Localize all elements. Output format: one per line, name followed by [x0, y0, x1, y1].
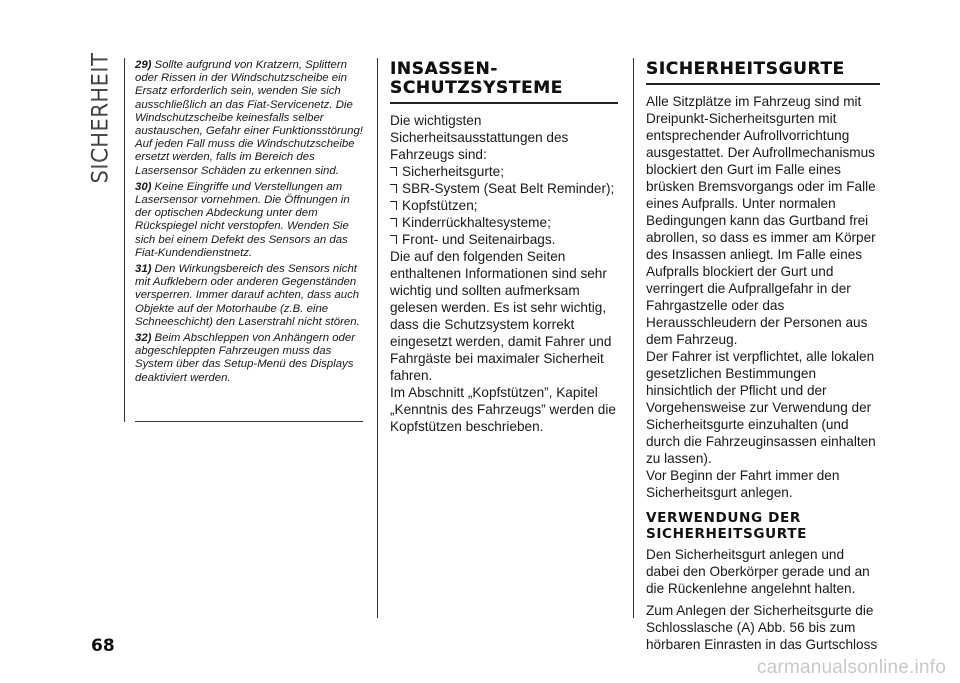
heading-line: SCHUTZSYSTEME [390, 78, 564, 98]
section-heading-protection-systems [390, 60, 618, 104]
protection-systems-column [390, 60, 618, 435]
footnote-32 [135, 332, 363, 385]
footnote-31 [135, 263, 363, 329]
footnote-number: 31) [135, 263, 152, 276]
list-item-text: Front- und Seitenairbags. [402, 232, 556, 247]
section-heading-seat-belts [646, 60, 880, 85]
heading-line: VERWENDUNG DER [646, 510, 801, 526]
list-item [390, 163, 618, 180]
chapter-side-label [84, 48, 116, 188]
footnote-text: Beim Abschleppen von Anhängern oder abgeschleppten Fahrzeugen muss das System über das Setup-Menü des Displays deaktiviert werden. [135, 332, 355, 384]
subsection-heading-using-seat-belts [646, 511, 880, 542]
watermark: carmanualsonline.info [756, 657, 946, 678]
intro-paragraph: Die wichtigsten Sicherheitsausstattungen des Fahrzeugs sind: [390, 113, 569, 162]
footnote-box-bottom-rule [135, 421, 363, 422]
list-item-text: SBR-System (Seat Belt Reminder); [402, 181, 615, 196]
list-item [390, 180, 618, 197]
bullet-corner-icon [390, 218, 397, 227]
body-paragraph: Alle Sitzplätze im Fahrzeug sind mit Dreipunkt-Sicherheitsgurten mit entsprechender Aufrollvorrichtung ausgestattet. Der Aufrollmechanismus blockiert den Gurt im Falle eines brüsken Bremsvorgangs oder im Falle eines Aufpralls. Unter normalen Bedingungen kann das Gurtband frei abrollen, so dass es immer am Körper des Insassen anliegt. Im Falle eines Aufpralls blockiert der Gurt und verringert die Aufprallgefahr in der Fahrgastzelle oder das Herausschleudern der Personen aus dem Fahrzeug. [646, 94, 876, 347]
column-divider-right [633, 58, 634, 618]
column-divider-middle [377, 58, 378, 618]
footnote-number: 30) [135, 180, 152, 193]
footnote-text: Keine Eingriffe und Verstellungen am Lasersensor vornehmen. Die Öffnungen in der optischen Abdeckung unter dem Rückspiegel nicht verstopfen. Wenden Sie sich bei einem Defekt des Sensors an das Fiat-Kundendienstnetz. [135, 180, 350, 259]
body-paragraph: Zum Anlegen der Sicherheitsgurte die Schlosslasche (A) Abb. 56 bis zum hörbaren Einrasten in das Gurtschloss [646, 603, 878, 652]
chapter-title: SICHERHEIT [88, 52, 112, 184]
list-item-text: Sicherheitsgurte; [402, 164, 505, 179]
body-paragraph: Im Abschnitt „Kopfstützen”, Kapitel „Kenntnis des Fahrzeugs” werden die Kopfstützen beschrieben. [390, 385, 616, 434]
list-item-text: Kopfstützen; [402, 198, 478, 213]
list-item [390, 214, 618, 231]
body-paragraph: Den Sicherheitsgurt anlegen und dabei den Oberkörper gerade und an die Rückenlehne angelehnt halten. [646, 547, 870, 596]
list-item [390, 197, 618, 214]
safety-equipment-list [390, 163, 618, 248]
footnote-29 [135, 59, 363, 178]
bullet-corner-icon [390, 235, 397, 244]
heading-line: SICHERHEITSGURTE [646, 525, 807, 542]
bullet-corner-icon [390, 184, 397, 193]
seat-belts-column [646, 60, 880, 653]
bullet-corner-icon [390, 167, 397, 176]
list-item-text: Kinderrückhaltesysteme; [402, 215, 551, 230]
body-paragraph: Vor Beginn der Fahrt immer den Sicherheitsgurt anlegen. [646, 468, 840, 500]
heading-line: SICHERHEITSGURTE [646, 59, 845, 79]
footnote-text: Sollte aufgrund von Kratzern, Splittern oder Rissen in der Windschutzscheibe ein Ersatz erforderlich sein, wenden Sie sich ausschließlich an das Fiat-Servicenetz. Die Windschutzscheibe keinesfalls selber austauschen, Gefahr einer Funktionsstörung! Auf jeden Fall muss die Windschutzscheibe ersetzt werden, falls im Bereich des Lasersensor Schäden zu erkennen sind. [135, 59, 363, 177]
footnotes-column [135, 59, 363, 388]
footnote-number: 29) [135, 59, 152, 71]
footnote-number: 32) [135, 332, 152, 345]
bullet-corner-icon [390, 201, 397, 210]
footnote-30 [135, 181, 363, 260]
footnote-text: Den Wirkungsbereich des Sensors nicht mit Aufklebern oder anderen Gegenständen versperren. Immer darauf achten, dass auch Objekte auf der Motorhaube (z.B. eine Schneeschicht) den Laserstrahl nicht stören. [135, 263, 360, 328]
heading-line: INSASSEN- [390, 59, 498, 79]
page-number: 68 [91, 636, 115, 656]
body-paragraph: Der Fahrer ist verpflichtet, alle lokalen gesetzlichen Bestimmungen hinsichtlich der Pflicht und der Vorgehensweise zur Verwendung der Sicherheitsgurte einzuhalten (und durch die Fahrzeuginsassen einhalten zu lassen). [646, 349, 876, 466]
body-paragraph: Die auf den folgenden Seiten enthaltenen Informationen sind sehr wichtig und sollten aufmerksam gelesen werden. Es ist sehr wichtig, dass die Schutzsystem korrekt eingesetzt werden, damit Fahrer und Fahrgäste bei maximaler Sicherheit fahren. [390, 249, 612, 383]
column-divider-left [124, 58, 125, 422]
list-item [390, 231, 618, 248]
